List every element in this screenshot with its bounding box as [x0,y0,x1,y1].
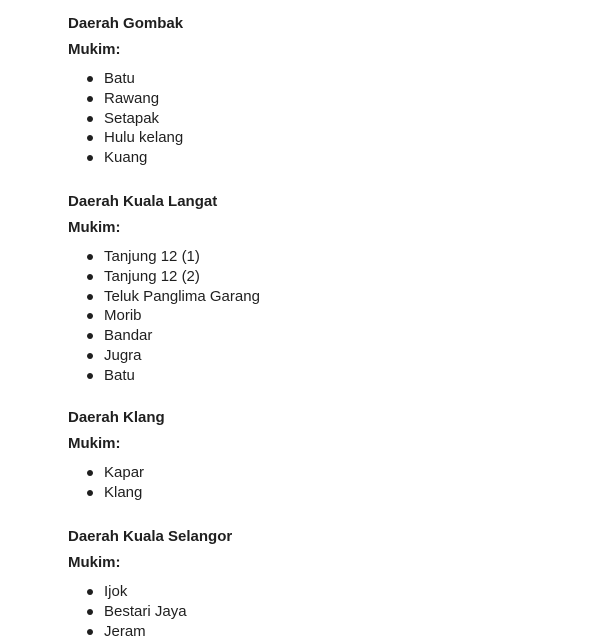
mukim-name: Morib [104,307,142,325]
bullet-icon [87,274,93,280]
list-item [68,148,183,168]
bullet-icon [87,629,93,635]
mukim-name: Tanjung 12 (1) [104,248,200,265]
bullet-icon [87,135,93,141]
district-klang [68,409,165,503]
mukim-name: Batu [104,70,135,87]
mukim-name: Setapak [104,109,160,127]
mukim-name: Kuang [104,149,148,167]
mukim-list [68,463,165,503]
list-item [68,287,260,307]
list-item [68,622,232,641]
mukim-name: Jeram [104,622,146,640]
district-title: Daerah Gombak [68,15,184,32]
mukim-name: Batu [104,366,135,384]
mukim-name: Klang [104,483,143,501]
list-item [68,483,165,503]
mukim-label: Mukim: [68,435,121,452]
district-title: Daerah Kuala Selangor [68,528,233,545]
district-title: Daerah Klang [68,409,165,426]
bullet-icon [87,155,93,161]
mukim-list [68,69,183,168]
bullet-icon [87,373,93,379]
bullet-icon [87,353,93,359]
list-item [68,366,260,386]
list-item [68,69,183,89]
bullet-icon [87,76,93,82]
mukim-list [68,582,232,641]
list-item [68,89,183,109]
district-title: Daerah Kuala Langat [68,193,218,210]
district-kuala-selangor [68,528,232,641]
list-item [68,267,260,287]
mukim-label: Mukim: [68,554,121,571]
bullet-icon [87,313,93,319]
mukim-name: Hulu kelang [104,129,184,147]
mukim-name: Jugra [104,346,142,364]
mukim-name: Teluk Panglima Garang [104,287,260,305]
list-item [68,326,260,346]
bullet-icon [87,333,93,339]
list-item [68,602,232,622]
list-item [68,346,260,366]
mukim-label: Mukim: [68,219,121,236]
bullet-icon [87,294,93,300]
bullet-icon [87,490,93,496]
bullet-icon [87,609,93,615]
mukim-list [68,247,260,386]
list-item [68,306,260,326]
list-item [68,582,232,602]
mukim-name: Bestari Jaya [104,602,187,620]
mukim-label: Mukim: [68,41,121,58]
list-item [68,463,165,483]
bullet-icon [87,254,93,260]
district-kuala-langat [68,193,260,386]
bullet-icon [87,470,93,476]
mukim-name: Rawang [104,89,160,107]
mukim-name: Kapar [104,464,145,481]
mukim-name: Ijok [104,583,128,600]
bullet-icon [87,96,93,102]
list-item [68,109,183,129]
bullet-icon [87,116,93,122]
mukim-name: Bandar [104,327,153,345]
district-gombak [68,15,183,168]
list-item [68,247,260,267]
list-item [68,128,183,148]
bullet-icon [87,589,93,595]
mukim-name: Tanjung 12 (2) [104,267,200,285]
